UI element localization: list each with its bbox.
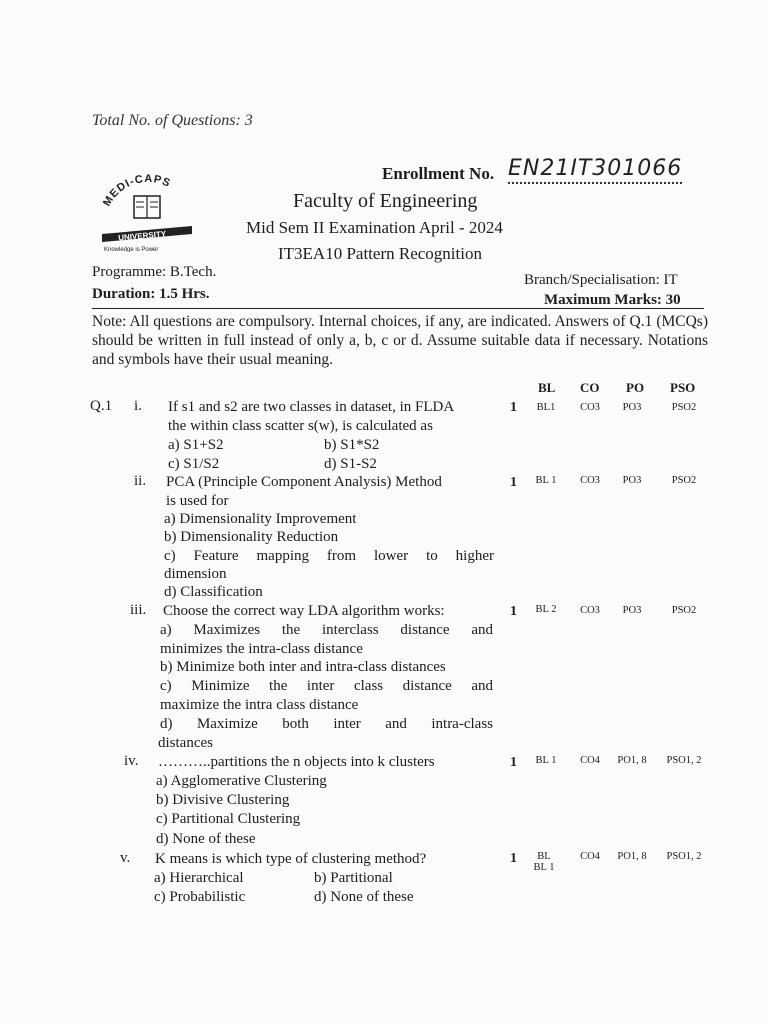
program-specific-outcome: PSO2	[671, 605, 697, 616]
option: b) Minimize both inter and intra-class distances	[160, 659, 446, 675]
option: b) Dimensionality Reduction	[164, 529, 339, 545]
option: b) Partitional	[314, 870, 393, 886]
program-outcome: PO3	[622, 605, 642, 616]
program-specific-outcome: PSO1, 2	[666, 851, 702, 862]
question-stem: Choose the correct way LDA algorithm works:	[163, 603, 445, 619]
question-stem: ………..partitions the n objects into k clusters	[158, 754, 435, 770]
question-stem: the within class scatter s(w), is calculated as	[168, 418, 433, 434]
course-outcome: CO4	[580, 851, 600, 862]
logo-name-band: UNIVERSITY	[117, 229, 167, 243]
bloom-level: BL 2	[535, 604, 557, 615]
option: a) Dimensionality Improvement	[164, 511, 357, 527]
course-outcome: CO3	[580, 475, 600, 486]
bloom-level: BL 1	[535, 475, 557, 486]
program-specific-outcome: PSO2	[671, 402, 697, 413]
column-co: CO	[580, 380, 600, 395]
program-outcome: PO1, 8	[617, 851, 647, 862]
course-outcome: CO4	[580, 755, 600, 766]
maximum-marks: Maximum Marks: 30	[544, 292, 681, 308]
marks: 1	[510, 755, 517, 770]
option: d) Maximize both inter and intra-class	[160, 716, 493, 732]
bloom-level: BL BL 1	[533, 851, 555, 873]
option: a) Hierarchical	[154, 870, 244, 886]
question-stem: PCA (Principle Component Analysis) Method	[166, 474, 442, 490]
option: c) Partitional Clustering	[156, 811, 301, 827]
program-outcome: PO3	[622, 402, 642, 413]
question-number: ii.	[134, 473, 147, 489]
option: minimizes the intra-class distance	[160, 641, 363, 657]
enrollment-label: Enrollment No.	[382, 164, 495, 183]
programme: Programme: B.Tech.	[92, 264, 217, 280]
question-1-label: Q.1	[90, 398, 113, 414]
logo-tagline: Knowledge is Power	[104, 247, 159, 252]
bloom-level: BL1	[536, 402, 556, 413]
program-outcome: PO1, 8	[617, 755, 647, 766]
question-stem: K means is which type of clustering method?	[155, 851, 427, 867]
option: maximize the intra class distance	[160, 697, 359, 713]
option: dimension	[164, 566, 227, 582]
svg-text:MEDI-CAPS	[101, 173, 173, 208]
duration: Duration: 1.5 Hrs.	[92, 286, 210, 302]
program-outcome: PO3	[622, 475, 642, 486]
option: c) Probabilistic	[154, 889, 246, 905]
question-number: v.	[120, 850, 131, 866]
column-po: PO	[626, 380, 645, 395]
option: a) Maximizes the interclass distance and	[160, 622, 493, 638]
total-questions: Total No. of Questions: 3	[92, 112, 253, 129]
column-pso: PSO	[670, 380, 696, 395]
question-stem: If s1 and s2 are two classes in dataset, in FLDA	[168, 399, 455, 415]
marks: 1	[510, 475, 517, 490]
question-number: iv.	[124, 753, 139, 769]
course-outcome: CO3	[580, 402, 600, 413]
marks: 1	[510, 604, 517, 619]
university-logo-icon	[92, 172, 202, 252]
exam-title: Mid Sem II Examination April - 2024	[246, 218, 503, 237]
bloom-level: BL 1	[535, 755, 557, 766]
question-stem: is used for	[166, 493, 229, 509]
column-bl: BL	[538, 380, 556, 395]
option: b) S1*S2	[324, 437, 380, 453]
branch: Branch/Specialisation: IT	[524, 272, 678, 288]
option: c) Feature mapping from lower to higher	[164, 548, 494, 564]
program-specific-outcome: PSO1, 2	[666, 755, 702, 766]
option: d) None of these	[156, 831, 256, 847]
faculty-title: Faculty of Engineering	[293, 190, 478, 212]
question-number: i.	[134, 398, 142, 414]
option: d) None of these	[314, 889, 414, 905]
logo-name-top: MEDI-CAPS	[101, 172, 173, 209]
option: c) Minimize the inter class distance and	[160, 678, 493, 694]
option: d) Classification	[164, 584, 263, 600]
option: b) Divisive Clustering	[156, 792, 290, 808]
option: a) S1+S2	[168, 437, 224, 453]
option: a) Agglomerative Clustering	[156, 773, 327, 789]
header-divider	[92, 308, 704, 309]
question-number: iii.	[130, 602, 147, 618]
instructions-note: Note: All questions are compulsory. Internal choices, if any, are indicated. Answers of Q.1 (MCQs) should be written in full instead of only a, b, c or d. Assume suitable data if necessary. Notations and symbols have their usual meaning.	[92, 313, 708, 368]
course-title: IT3EA10 Pattern Recognition	[278, 244, 482, 263]
course-outcome: CO3	[580, 605, 600, 616]
option: distances	[158, 735, 213, 751]
marks: 1	[510, 851, 517, 866]
enrollment-number-handwritten: EN21IT301066	[508, 156, 682, 184]
option: c) S1/S2	[168, 456, 220, 472]
program-specific-outcome: PSO2	[671, 475, 697, 486]
marks: 1	[510, 400, 517, 415]
option: d) S1-S2	[324, 456, 377, 472]
